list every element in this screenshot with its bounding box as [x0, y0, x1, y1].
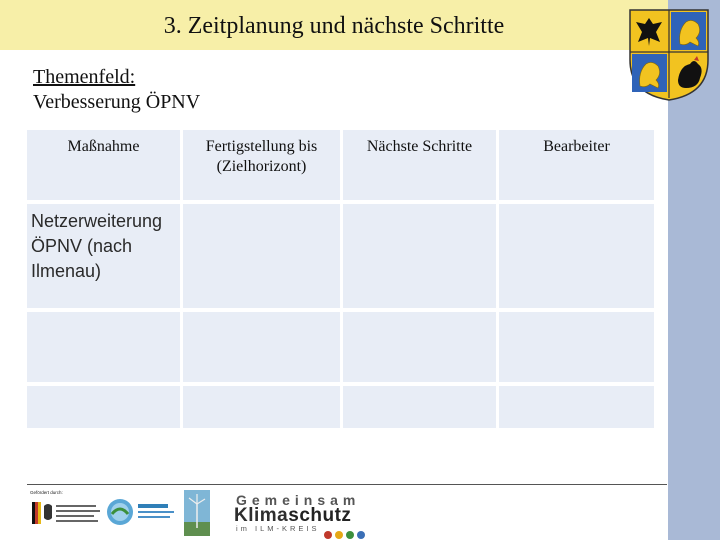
table-cell[interactable]: Netzerweiterung ÖPNV (nach Ilmenau) [27, 204, 180, 308]
logo-dot [335, 531, 343, 539]
table-cell[interactable] [27, 312, 180, 382]
wind-turbine-image-icon [184, 490, 210, 536]
title-bar [0, 0, 668, 50]
table-cell[interactable] [183, 204, 340, 308]
slide-title: 3. Zeitplanung und nächste Schritte [163, 13, 505, 39]
table-header-cell: Fertigstellung bis (Zielhorizont) [183, 130, 340, 200]
table-header-cell: Maßnahme [27, 130, 180, 200]
table-cell[interactable] [343, 204, 496, 308]
table-cell[interactable] [183, 386, 340, 428]
table-cell[interactable] [343, 386, 496, 428]
logo-dot [357, 531, 365, 539]
table-cell[interactable] [183, 312, 340, 382]
logo-klima-text: Klima [234, 505, 289, 526]
logo-line-ilm-kreis: im ILM-KREIS [236, 524, 320, 533]
logo-dot [324, 531, 332, 539]
schedule-table [27, 130, 654, 428]
coat-of-arms-icon [628, 8, 710, 102]
climate-initiative-logo-icon [106, 492, 180, 532]
table-cell[interactable] [343, 312, 496, 382]
logo-schutz-text: schutz [288, 505, 352, 526]
funded-by-label: Gefördert durch: [30, 490, 63, 495]
logo-dot [346, 531, 354, 539]
topic-name: Verbesserung ÖPNV [33, 91, 201, 113]
logo-color-dots [324, 526, 368, 544]
table-cell[interactable] [27, 386, 180, 428]
table-cell[interactable] [499, 312, 654, 382]
logo-line-gemeinsam: Gemeinsam [236, 492, 361, 508]
gemeinsam-klimaschutz-logo [232, 492, 372, 536]
table-cell[interactable] [499, 386, 654, 428]
table-header-cell: Bearbeiter [499, 130, 654, 200]
table-cell[interactable] [499, 204, 654, 308]
topic-heading: Themenfeld: [33, 66, 136, 88]
footer-divider [27, 484, 667, 485]
federal-ministry-logo-icon [30, 500, 102, 528]
table-header-cell: Nächste Schritte [343, 130, 496, 200]
